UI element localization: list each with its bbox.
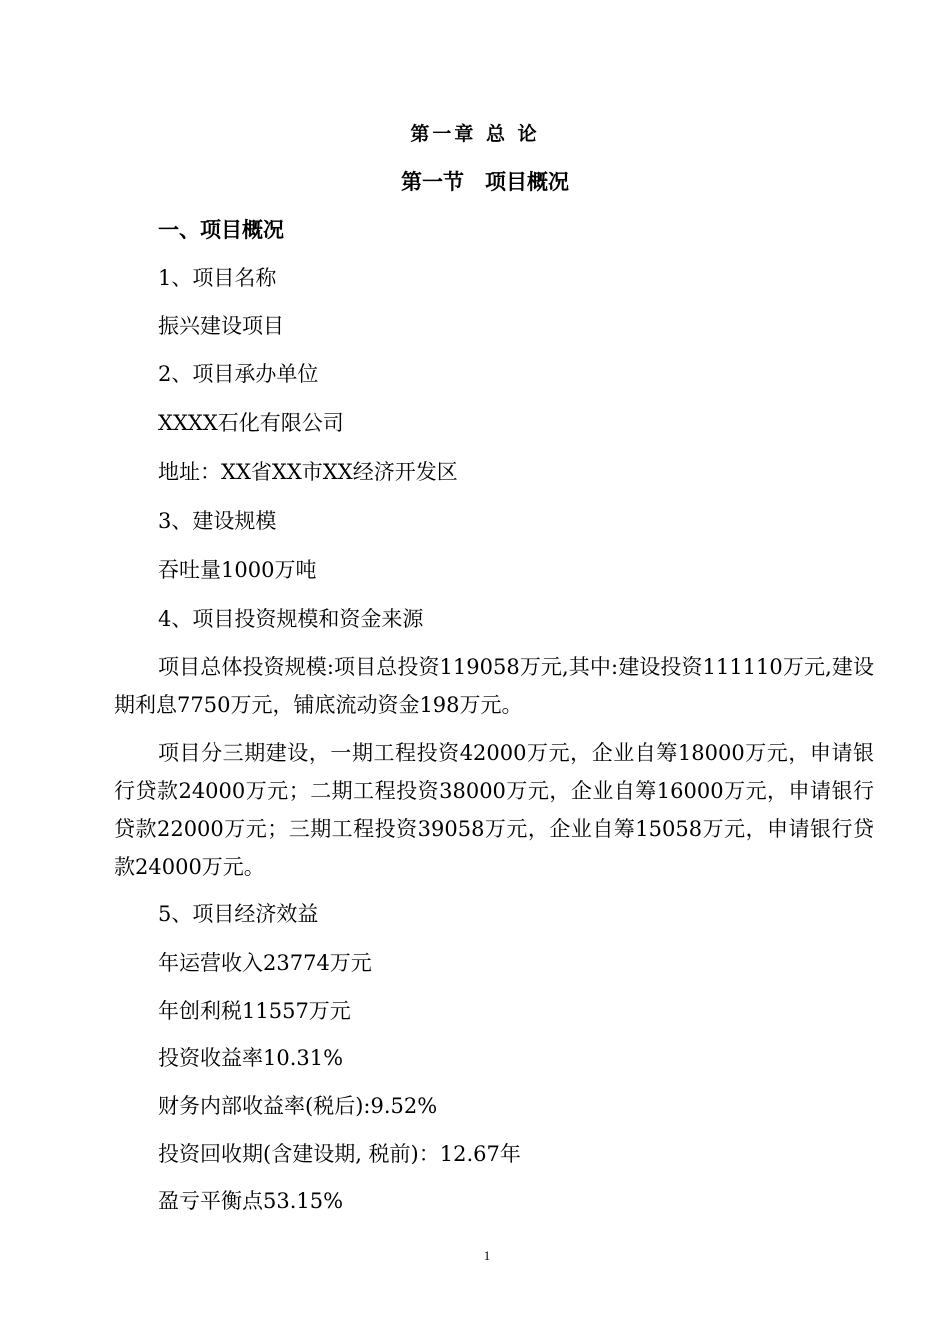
benefit-annual-profit-tax: 年创利税11557万元 (158, 999, 351, 1023)
item-label-project-name: 1、项目名称 (158, 266, 277, 290)
item-label-investment: 4、项目投资规模和资金来源 (158, 607, 424, 631)
section-title: 第一节 项目概况 (401, 170, 569, 194)
paragraph-investment-scale: 项目总体投资规模:项目总投资119058万元,其中:建设投资111110万元,建设期利息7750万元，铺底流动资金198万元。 (114, 655, 874, 717)
page-number: 1 (483, 1248, 491, 1263)
benefit-return-on-investment: 投资收益率10.31% (158, 1046, 344, 1070)
item-value-address: 地址：XX省XX市XX经济开发区 (158, 460, 458, 484)
paragraph-phased-construction: 项目分三期建设，一期工程投资42000万元，企业自筹18000万元，申请银行贷款24000万元；二期工程投资38000万元，企业自筹16000万元，申请银行贷款22000万元；三期工程投资39058万元，企业自筹15058万元，申请银行贷款24000万元。 (114, 741, 874, 879)
item-value-undertaking-unit: XXXX石化有限公司 (158, 411, 344, 435)
heading-project-overview: 一、项目概况 (158, 218, 284, 242)
benefit-annual-revenue: 年运营收入23774万元 (158, 951, 372, 975)
item-label-construction-scale: 3、建设规模 (158, 509, 277, 533)
item-value-construction-scale: 吞吐量1000万吨 (158, 558, 317, 582)
item-label-undertaking-unit: 2、项目承办单位 (158, 362, 319, 386)
chapter-title: 第一章 总 论 (410, 123, 540, 145)
item-label-economic-benefits: 5、项目经济效益 (158, 902, 319, 926)
benefit-payback-period: 投资回收期(含建设期, 税前)：12.67年 (158, 1142, 521, 1166)
benefit-break-even-point: 盈亏平衡点53.15% (158, 1189, 344, 1213)
item-value-project-name: 振兴建设项目 (158, 314, 284, 338)
benefit-internal-rate-of-return: 财务内部收益率(税后):9.52% (158, 1094, 438, 1118)
